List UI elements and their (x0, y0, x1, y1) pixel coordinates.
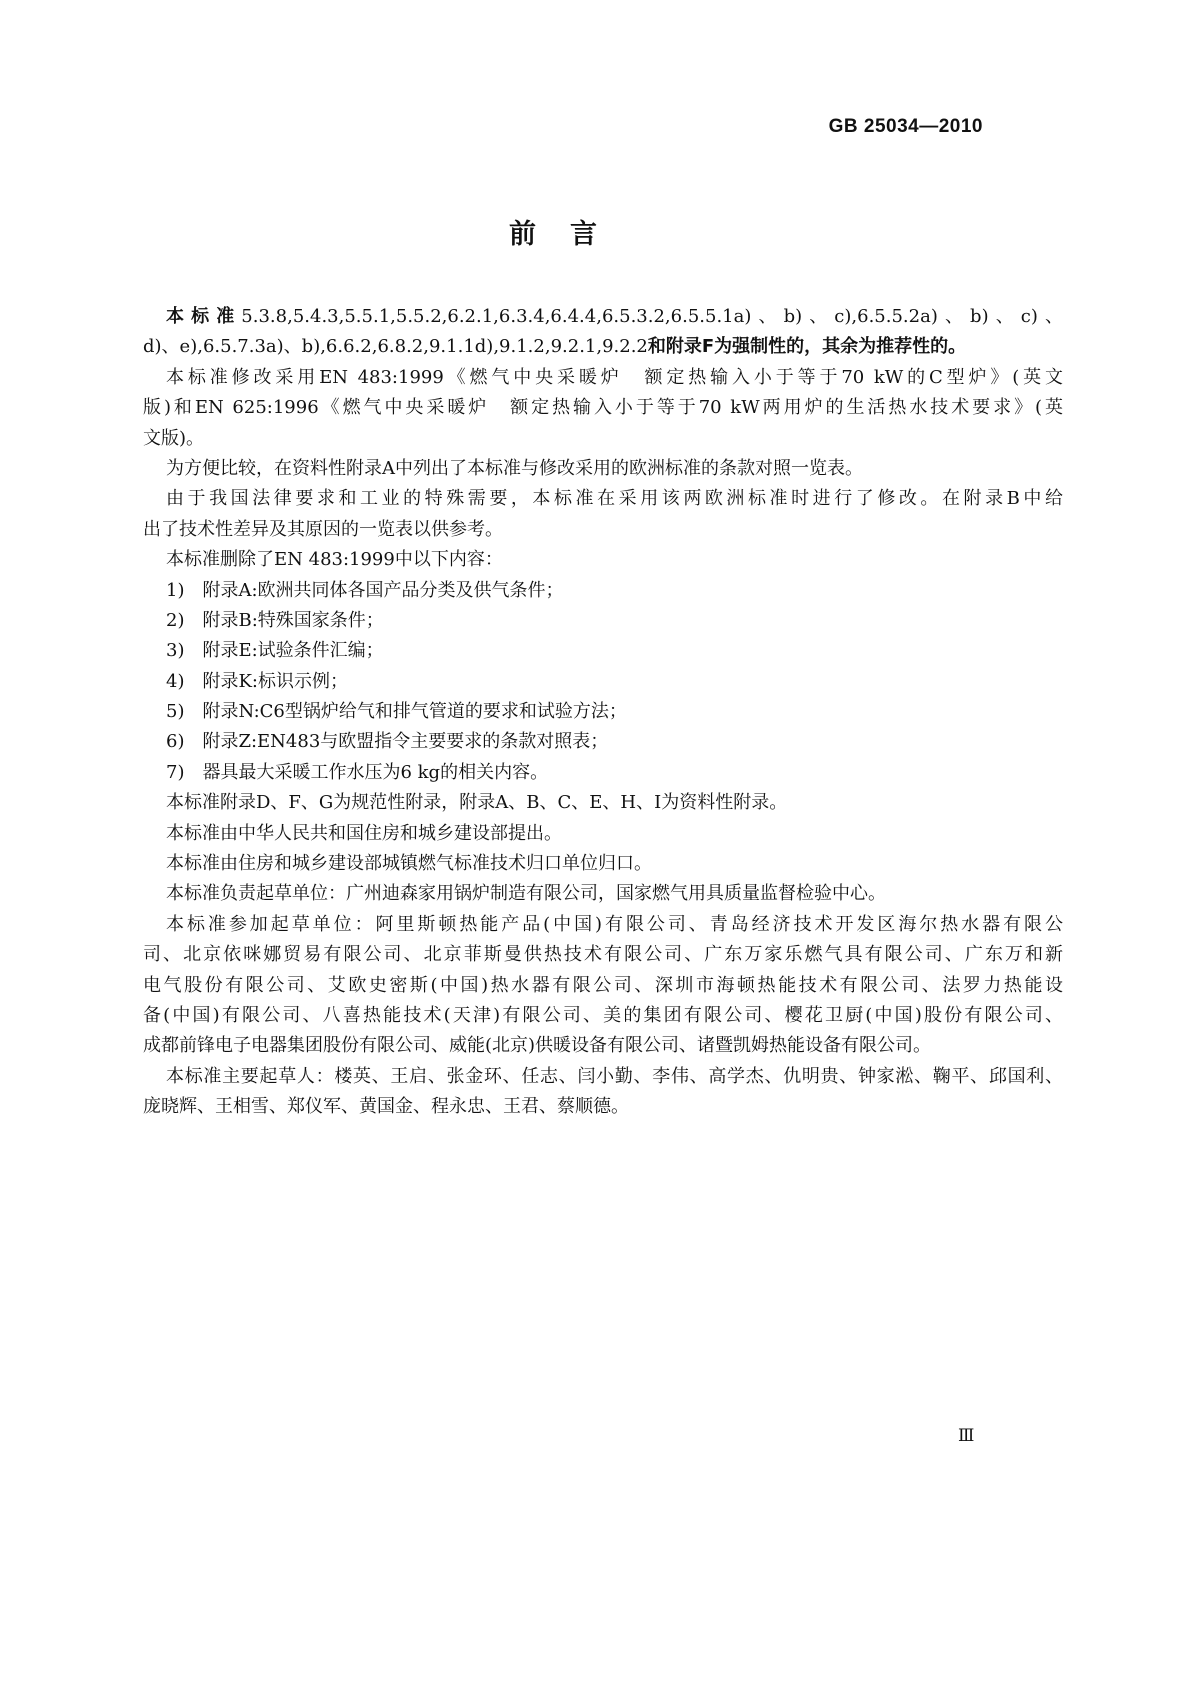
paragraph-line: 庞晓辉、王相雪、郑仪军、黄国金、程永忠、王君、蔡顺德。 (143, 1096, 629, 1118)
list-item: 7) 器具最大采暖工作水压为6 kg的相关内容。 (166, 761, 549, 783)
list-item: 1) 附录A:欧洲共同体各国产品分类及供气条件； (166, 579, 564, 601)
text: 5.3.8,5.4.3,5.5.1,5.5.2,6.2.1,6.3.4,6.4.4,6.5.3.2,6.5.5.1a)、b)、c),6.5.5.2a)、b)、c)、 (241, 306, 1063, 327)
list-item: 4) 附录K:标识示例； (166, 670, 348, 692)
paragraph-line: 电气股份有限公司、艾欧史密斯(中国)热水器有限公司、深圳市海顿热能技术有限公司、法罗力热能设 (143, 974, 1063, 996)
paragraph-line: 本标准附录D、F、G为规范性附录，附录A、B、C、E、H、I为资料性附录。 (166, 792, 788, 814)
paragraph-line: 本标准由中华人民共和国住房和城乡建设部提出。 (166, 822, 562, 844)
paragraph-line: 为方便比较，在资料性附录A中列出了本标准与修改采用的欧洲标准的条款对照一览表。 (166, 457, 863, 479)
paragraph-line: 本标准主要起草人：楼英、王启、张金环、任志、闫小勤、李伟、高学杰、仇明贵、钟家淞、鞠平、邱国利、 (166, 1065, 1063, 1087)
page-number: Ⅲ (958, 1426, 975, 1446)
list-item: 3) 附录E:试验条件汇编； (166, 640, 384, 662)
paragraph-line (143, 332, 1063, 362)
paragraph-line: 版)和EN 625:1996《燃气中央采暖炉 额定热输入小于等于70 kW两用炉的生活热水技术要求》(英 (143, 397, 1063, 419)
paragraph-line: 文版)。 (143, 427, 205, 449)
list-item: 2) 附录B:特殊国家条件； (166, 609, 384, 631)
text: d)、e),6.5.7.3a)、b),6.6.2,6.8.2,9.1.1d),9.1.2,9.2.1,9.2.2 (143, 336, 648, 358)
paragraph-line: 司、北京依咪娜贸易有限公司、北京菲斯曼供热技术有限公司、广东万家乐燃气具有限公司、广东万和新 (143, 944, 1063, 966)
paragraph-line: 本标准负责起草单位：广州迪森家用锅炉制造有限公司，国家燃气用具质量监督检验中心。 (166, 883, 886, 905)
list-item: 5) 附录N:C6型锅炉给气和排气管道的要求和试验方法； (166, 701, 627, 723)
standard-number: GB 25034—2010 (828, 116, 983, 137)
paragraph-line: 备(中国)有限公司、八喜热能技术(天津)有限公司、美的集团有限公司、樱花卫厨(中国)股份有限公司、 (143, 1004, 1063, 1026)
paragraph-line: 本标准删除了EN 483:1999中以下内容： (166, 549, 503, 571)
paragraph-line: 成都前锋电子电器集团股份有限公司、威能(北京)供暖设备有限公司、诸暨凯姆热能设备有限公司。 (143, 1035, 932, 1057)
paragraph-line: 由于我国法律要求和工业的特殊需要，本标准在采用该两欧洲标准时进行了修改。在附录B中给 (166, 488, 1063, 510)
paragraph-line: 出了技术性差异及其原因的一览表以供参考。 (143, 518, 503, 540)
paragraph-line: 本标准修改采用EN 483:1999《燃气中央采暖炉 额定热输入小于等于70 kW的C型炉》(英文 (166, 366, 1063, 388)
paragraph-mandatory-clauses (143, 302, 1063, 332)
page-title: 前言 (509, 219, 631, 250)
paragraph-line: 本标准由住房和城乡建设部城镇燃气标准技术归口单位归口。 (166, 853, 652, 875)
text-bold: 和附录F为强制性的，其余为推荐性的。 (647, 336, 967, 358)
paragraph-line: 本标准参加起草单位：阿里斯顿热能产品(中国)有限公司、青岛经济技术开发区海尔热水器有限公 (166, 913, 1063, 935)
document-body (143, 302, 1063, 1123)
list-item: 6) 附录Z:EN483与欧盟指令主要要求的条款对照表； (166, 731, 609, 753)
text-bold: 本标准 (166, 306, 242, 327)
